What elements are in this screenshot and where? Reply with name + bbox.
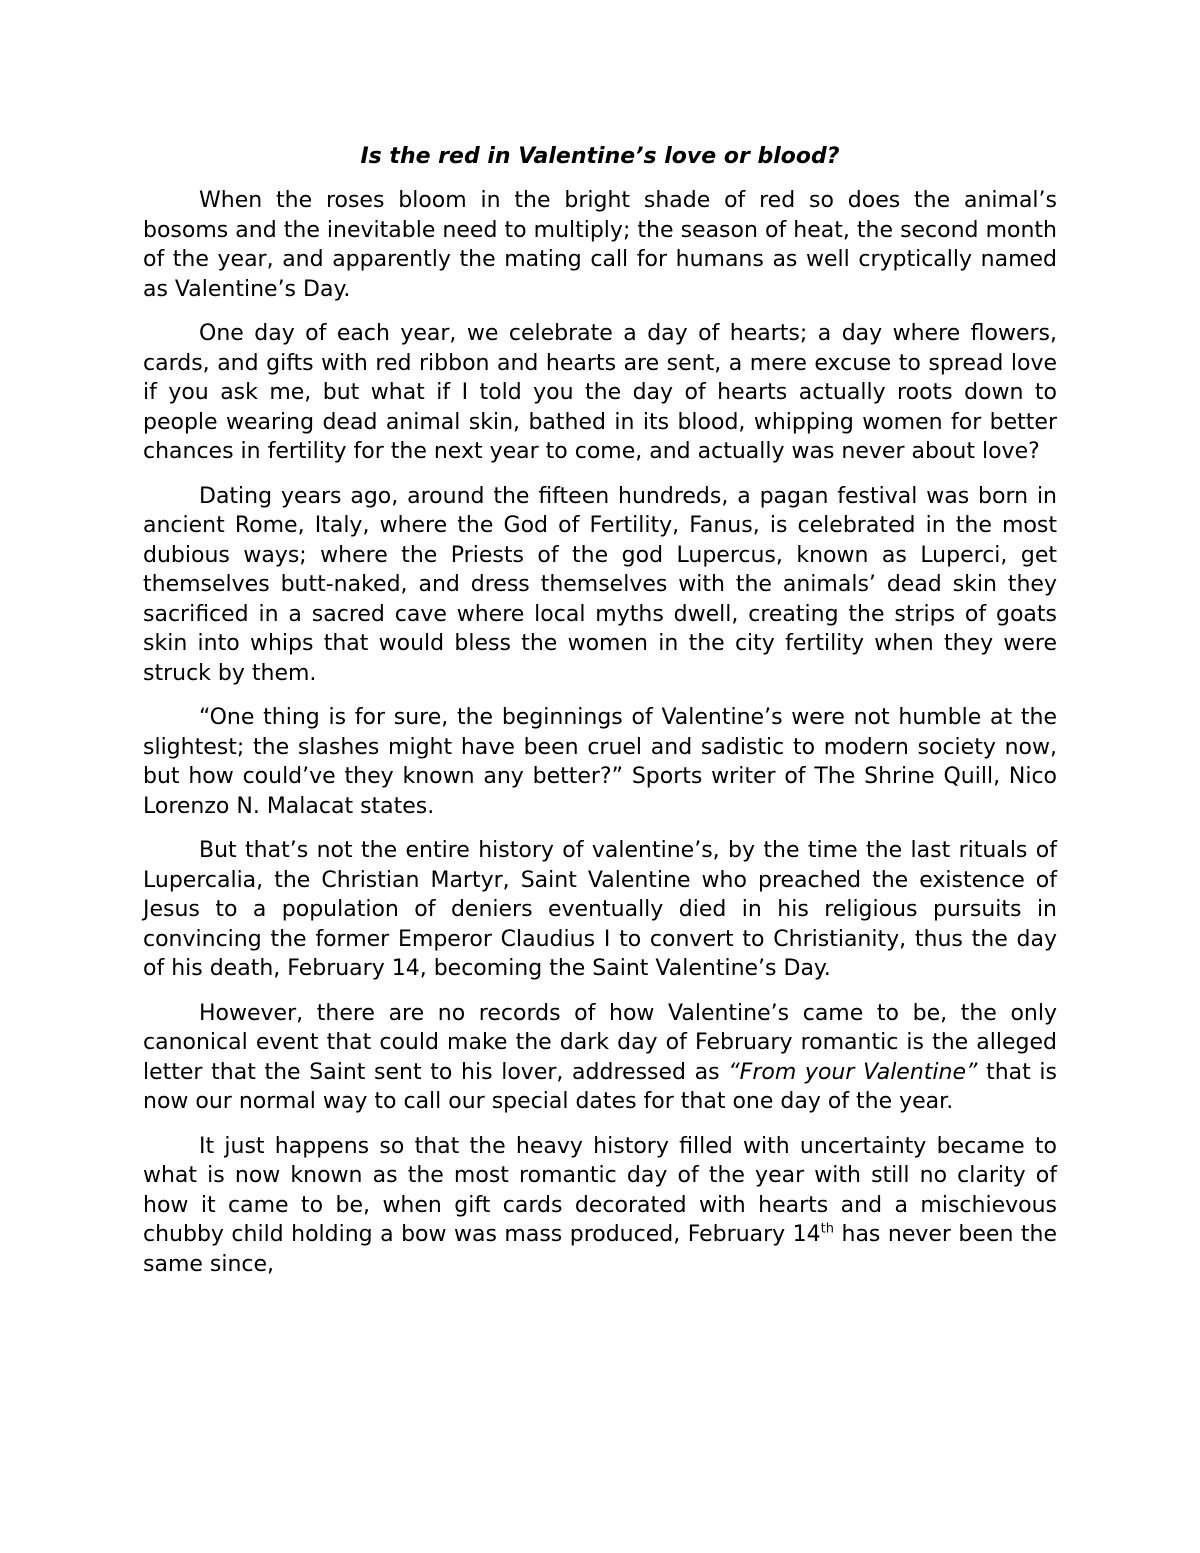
paragraph-6-text-start: However, there are no records of how Valentine’s came to be, the only canonical event that could make the dark day of February romantic is the alleged letter that the Saint sent to his lover, addressed as	[143, 1000, 1057, 1085]
paragraph-1: When the roses bloom in the bright shade of red so does the animal’s bosoms and the inevitable need to multiply; the season of heat, the second month of the year, and apparently the mating call for humans as well cryptically named as Valentine’s Day.	[143, 188, 1057, 302]
paragraph-6-text-end: that is now our normal way to call our special dates for that one day of the year.	[143, 1059, 1057, 1114]
paragraph-7-text-start: It just happens so that the heavy history filled with uncertainty became to what is now known as the most romantic day of the year with still no clarity of how it came to be, when gift cards decorated with hearts and a mischievous chubby child holding a bow was mass produced, February 14	[143, 1133, 1057, 1247]
paragraph-4: “One thing is for sure, the beginnings of Valentine’s were not humble at the slightest; the slashes might have been cruel and sadistic to modern society now, but how could’ve they known any better?” Sports writer of The Shrine Quill, Nico Lorenzo N. Malacat states.	[143, 705, 1057, 819]
paragraph-3: Dating years ago, around the fifteen hundreds, a pagan festival was born in ancient Rome, Italy, where the God of Fertility, Fanus, is celebrated in the most dubious ways; where the Priests of the god Lupercus, known as Luperci, get themselves butt-naked, and dress themselves with the animals’ dead skin they sacrificed in a sacred cave where local myths dwell, creating the strips of goats skin into whips that would bless the women in the city fertility when they were struck by them.	[143, 483, 1057, 686]
paragraph-2: One day of each year, we celebrate a day of hearts; a day where flowers, cards, and gifts with red ribbon and hearts are sent, a mere excuse to spread love if you ask me, but what if I told you the day of hearts actually roots down to people wearing dead animal skin, bathed in its blood, whipping women for better chances in fertility for the next year to come, and actually was never about love?	[143, 321, 1057, 464]
paragraph-6-italic-quote: “From your Valentine”	[728, 1059, 978, 1085]
article-title: Is the red in Valentine’s love or blood?	[360, 144, 840, 169]
paragraph-7-text-end: has never been the same since,	[143, 1222, 1058, 1277]
document-page	[143, 142, 1057, 1294]
ordinal-superscript: th	[820, 1221, 835, 1237]
paragraph-6	[143, 999, 1057, 1117]
paragraph-5: But that’s not the entire history of valentine’s, by the time the last rituals of Lupercalia, the Christian Martyr, Saint Valentine who preached the existence of Jesus to a population of deniers eventually died in his religious pursuits in convincing the former Emperor Claudius I to convert to Christianity, thus the day of his death, February 14, becoming the Saint Valentine’s Day.	[143, 838, 1057, 981]
paragraph-7	[143, 1132, 1057, 1280]
